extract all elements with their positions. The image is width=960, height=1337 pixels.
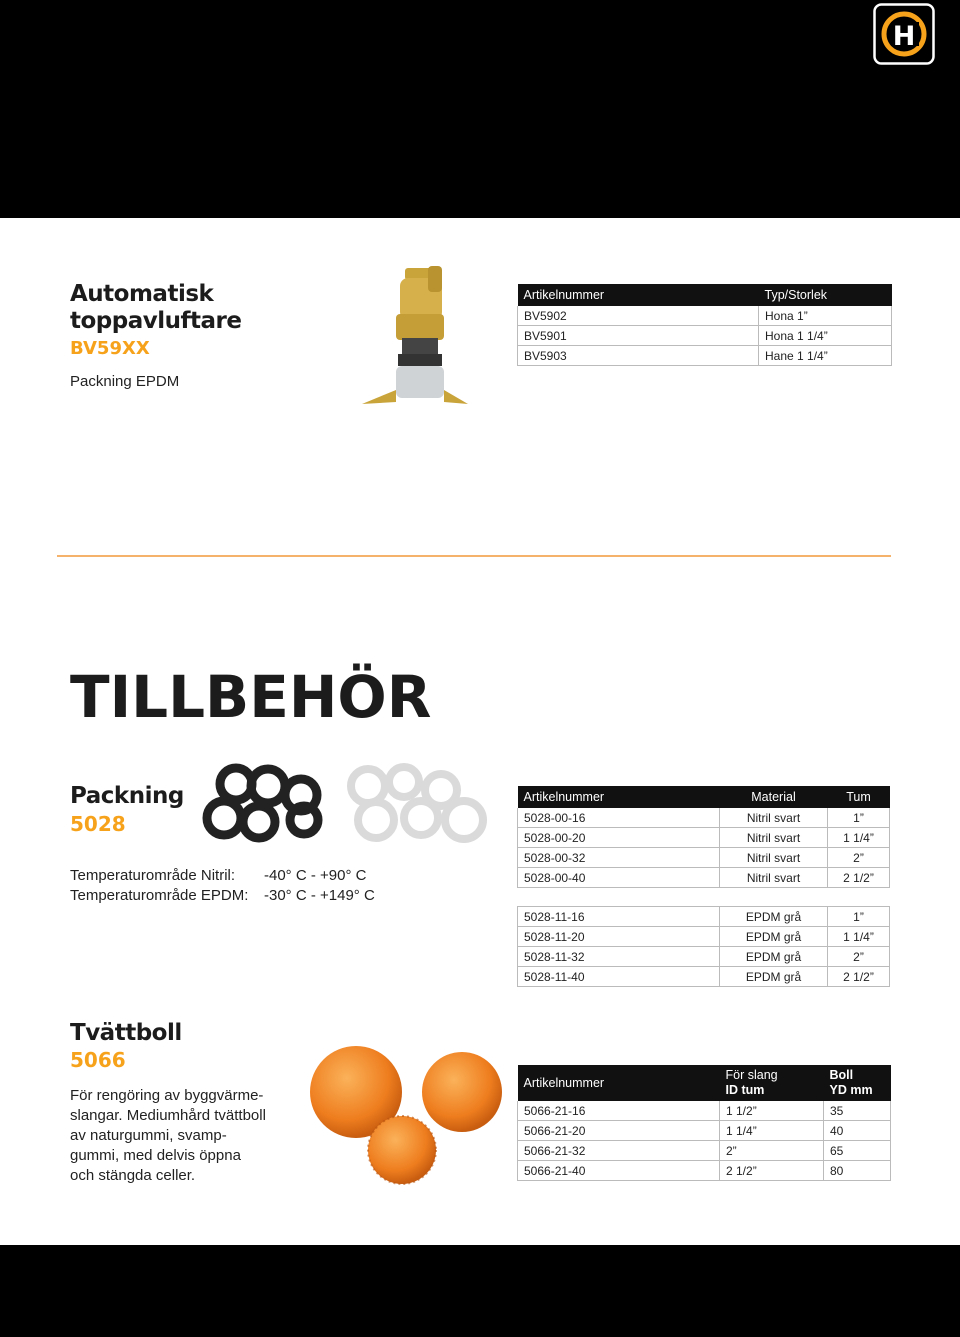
col-header-tum: Tum — [828, 786, 890, 808]
cell-artikel: BV5901 — [518, 326, 759, 346]
col-header-material: Material — [720, 786, 828, 808]
tvattboll-title: Tvättboll — [70, 1020, 182, 1046]
cell-artikel: 5028-11-32 — [518, 947, 720, 967]
product-code: BV59XX — [70, 338, 150, 359]
cell-tum: 2 1/2” — [828, 967, 890, 987]
product-title-line2: toppavluftare — [70, 308, 242, 334]
cell-artikel: 5028-11-16 — [518, 907, 720, 927]
table-row — [518, 1141, 891, 1161]
cell-artikel: BV5903 — [518, 346, 759, 366]
cell-typ: Hane 1 1/4” — [759, 346, 892, 366]
section-divider — [57, 555, 891, 557]
cell-artikel: 5028-11-20 — [518, 927, 720, 947]
cell-tum: 2” — [828, 848, 890, 868]
cell-artikel: 5028-00-16 — [518, 808, 720, 828]
cell-material: EPDM grå — [720, 927, 828, 947]
cell-artikel: 5028-00-32 — [518, 848, 720, 868]
product-subtitle: Packning EPDM — [70, 373, 180, 390]
cell-artikel: 5066-21-40 — [518, 1161, 720, 1181]
cell-boll: 80 — [824, 1161, 891, 1181]
tvattboll-description — [70, 1086, 300, 1186]
cell-material: Nitril svart — [720, 848, 828, 868]
cell-artikel: 5028-11-40 — [518, 967, 720, 987]
cell-tum: 2 1/2” — [828, 868, 890, 888]
cell-artikel: 5066-21-20 — [518, 1121, 720, 1141]
table-row — [518, 828, 890, 848]
cell-slang: 2” — [720, 1141, 824, 1161]
row-spacer — [518, 888, 890, 907]
gaskets-image — [196, 762, 494, 852]
table-row — [518, 1161, 891, 1181]
cell-artikel: 5066-21-32 — [518, 1141, 720, 1161]
description-line: av naturgummi, svamp- — [70, 1127, 227, 1144]
svg-text:H: H — [892, 21, 916, 52]
table-row — [518, 907, 890, 927]
company-logo-icon — [873, 3, 935, 65]
col-header-artikelnummer: Artikelnummer — [518, 786, 720, 808]
cell-typ: Hona 1 1/4” — [759, 326, 892, 346]
table-row — [518, 868, 890, 888]
sponge-balls-image — [304, 1040, 504, 1188]
bottom-footer-bar — [0, 1245, 960, 1337]
table-row — [518, 927, 890, 947]
table-row — [518, 848, 890, 868]
packning-table — [517, 786, 890, 987]
table-row — [518, 1101, 891, 1121]
col-header-typ: Typ/Storlek — [759, 284, 892, 306]
cell-slang: 1 1/4” — [720, 1121, 824, 1141]
cell-material: Nitril svart — [720, 868, 828, 888]
temp-nitril-value: -40° C - +90° C — [264, 867, 367, 884]
cell-typ: Hona 1” — [759, 306, 892, 326]
cell-tum: 1 1/4” — [828, 828, 890, 848]
cell-slang: 2 1/2” — [720, 1161, 824, 1181]
description-line: gummi, med delvis öppna — [70, 1147, 241, 1164]
table-row — [518, 967, 890, 987]
cell-tum: 1” — [828, 907, 890, 927]
air-vent-valve-image — [360, 262, 470, 414]
description-line: slangar. Mediumhård tvättboll — [70, 1107, 266, 1124]
header-line: Boll — [829, 1068, 854, 1082]
table-row — [518, 1121, 891, 1141]
bv59-table — [517, 284, 892, 366]
packning-title: Packning — [70, 783, 184, 809]
header-line: ID tum — [725, 1083, 765, 1097]
cell-material: EPDM grå — [720, 967, 828, 987]
table-row — [518, 326, 892, 346]
col-header-boll — [824, 1065, 891, 1101]
packning-code: 5028 — [70, 812, 126, 836]
cell-tum: 1 1/4” — [828, 927, 890, 947]
cell-artikel: 5028-00-20 — [518, 828, 720, 848]
table-row — [518, 306, 892, 326]
col-header-artikelnummer: Artikelnummer — [518, 1065, 720, 1101]
temp-epdm-value: -30° C - +149° C — [264, 887, 375, 904]
cell-artikel: 5066-21-16 — [518, 1101, 720, 1121]
temp-epdm-label: Temperaturområde EPDM: — [70, 887, 249, 904]
cell-tum: 2” — [828, 947, 890, 967]
temperature-info — [70, 866, 410, 906]
cell-material: EPDM grå — [720, 907, 828, 927]
cell-tum: 1” — [828, 808, 890, 828]
col-header-for-slang — [720, 1065, 824, 1101]
temp-nitril-label: Temperaturområde Nitril: — [70, 867, 236, 884]
cell-boll: 40 — [824, 1121, 891, 1141]
cell-boll: 35 — [824, 1101, 891, 1121]
table-row — [518, 947, 890, 967]
table-row — [518, 346, 892, 366]
description-line: och stängda celler. — [70, 1167, 196, 1184]
table-row — [518, 808, 890, 828]
cell-artikel: BV5902 — [518, 306, 759, 326]
tvattboll-table — [517, 1065, 891, 1181]
product-title — [70, 281, 241, 335]
header-line: YD mm — [829, 1083, 873, 1097]
cell-material: Nitril svart — [720, 808, 828, 828]
product-title-line1: Automatisk — [70, 281, 214, 307]
cell-material: Nitril svart — [720, 828, 828, 848]
description-line: För rengöring av byggvärme- — [70, 1087, 264, 1104]
cell-material: EPDM grå — [720, 947, 828, 967]
col-header-artikelnummer: Artikelnummer — [518, 284, 759, 306]
cell-boll: 65 — [824, 1141, 891, 1161]
tvattboll-code: 5066 — [70, 1048, 126, 1072]
cell-artikel: 5028-00-40 — [518, 868, 720, 888]
page-heading: TILLBEHÖR — [70, 663, 432, 731]
cell-slang: 1 1/2” — [720, 1101, 824, 1121]
header-line: För slang — [725, 1068, 778, 1082]
top-header-bar — [0, 0, 960, 218]
